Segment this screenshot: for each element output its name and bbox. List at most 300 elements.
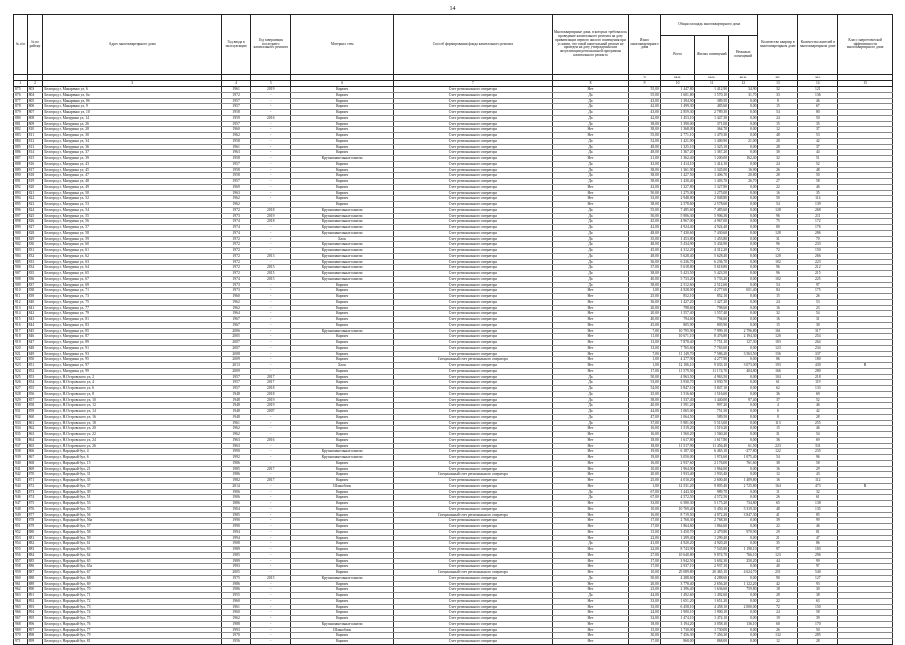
column-number: 9	[629, 81, 661, 87]
cell-year-overhaul: 2016	[251, 437, 291, 443]
cell-year-overhaul: -	[251, 518, 291, 524]
cell-area-living: 1 400,90	[695, 138, 729, 144]
cell-residents: 46	[798, 98, 838, 104]
cell-area-total: 1 430,40	[660, 179, 695, 185]
cell-year-built: 1982	[221, 478, 250, 484]
cell-year-overhaul: -	[251, 610, 291, 616]
cell-wall-material: Кирпич	[291, 535, 394, 541]
cell-wear: 38,00	[629, 167, 661, 173]
cell-year-overhaul: -	[251, 368, 291, 374]
cell-num-district: 824	[27, 207, 43, 213]
cell-year-built: 2008	[221, 351, 250, 357]
cell-num: 875	[14, 87, 28, 93]
cell-area-total: 2 937,60	[660, 460, 695, 466]
cell-emergency: Нет	[552, 501, 629, 507]
cell-area-living: 3 692,30	[695, 558, 729, 564]
cell-residents: 81	[798, 529, 838, 535]
cell-num: 909	[14, 282, 28, 288]
cell-wear: 17,00	[629, 368, 661, 374]
cell-year-built: 2014	[221, 483, 250, 489]
cell-year-built: 1973	[221, 288, 250, 294]
cell-year-overhaul: -	[251, 524, 291, 530]
cell-wear: 67,00	[629, 495, 661, 501]
cell-num-district: 880	[27, 529, 43, 535]
cell-num: 966	[14, 610, 28, 616]
cell-residents: 212	[798, 265, 838, 271]
cell-year-built: 1974	[221, 276, 250, 282]
cell-num-district: 804	[27, 92, 43, 98]
cell-area-living: 11 456,40	[695, 443, 729, 449]
cell-fund-method: Счет регионального оператора	[394, 604, 553, 610]
cell-address: Белгород г, Народный бул, 56	[43, 512, 222, 518]
cell-area-living: 4 967,00	[695, 219, 729, 225]
cell-area-living: 11 174,70	[695, 368, 729, 374]
cell-area-nonliving: 0,00	[729, 294, 758, 300]
cell-num: 928	[14, 391, 28, 397]
cell-address: Белгород г, Народный бул, 70	[43, 587, 222, 593]
cell-wall-material: Кирпич	[291, 558, 394, 564]
cell-year-overhaul: -	[251, 127, 291, 133]
cell-apartments: 223	[758, 443, 798, 449]
cell-residents: 42	[798, 409, 838, 415]
cell-wall-material: Кирпич	[291, 92, 394, 98]
cell-num: 945	[14, 489, 28, 495]
cell-area-total: 1 299,40	[660, 535, 695, 541]
cell-apartments: 132	[758, 633, 798, 639]
cell-fund-method: Счет регионального оператора	[394, 397, 553, 403]
cell-emergency: Да	[552, 236, 629, 242]
cell-wall-material: Кирпич	[291, 351, 394, 357]
cell-wall-material: Кирпич	[291, 541, 394, 547]
cell-area-total: 1 390,00	[660, 121, 695, 127]
cell-residents: 136	[798, 92, 838, 98]
cell-fund-method: Счет регионального оператора	[394, 593, 553, 599]
cell-area-living: 3 058,10	[695, 621, 729, 627]
cell-address: Белгород г, Мичурина ул, 52	[43, 196, 222, 202]
cell-emergency: Нет	[552, 305, 629, 311]
cell-apartments: 32	[758, 156, 798, 162]
cell-apartments: 28	[758, 144, 798, 150]
cell-year-overhaul: -	[251, 345, 291, 351]
cell-fund-method: Счет регионального оператора	[394, 552, 553, 558]
cell-wear: 44,00	[629, 409, 661, 415]
cell-wall-material: Крупнопанельные панели	[291, 219, 394, 225]
cell-wear: 55,00	[629, 87, 661, 93]
cell-address: Белгород г, Народный бул, 71	[43, 593, 222, 599]
cell-address: Белгород г, Народный бул, 81	[43, 639, 222, 645]
cell-wall-material: Кирпич	[291, 472, 394, 478]
cell-emergency: Нет	[552, 437, 629, 443]
cell-area-nonliving: 0,00	[729, 564, 758, 570]
cell-address: Белгород г, Народный бул, 31	[43, 472, 222, 478]
cell-residents: 97	[798, 564, 838, 570]
cell-apartments: 62	[758, 386, 798, 392]
cell-fund-method: Счет регионального оператора	[394, 311, 553, 317]
cell-wall-material: Кирпич	[291, 87, 394, 93]
cell-fund-method: Счет регионального оператора	[394, 547, 553, 553]
cell-area-total: 5 906,30	[660, 213, 695, 219]
cell-wear: 38,00	[629, 397, 661, 403]
cell-emergency: Да	[552, 380, 629, 386]
cell-area-nonliving: 0,00	[729, 472, 758, 478]
cell-num: 918	[14, 334, 28, 340]
cell-area-living: 4 288,60	[695, 575, 729, 581]
cell-apartments: 31	[758, 236, 798, 242]
cell-area-total: 2 859,30	[660, 110, 695, 116]
cell-residents: 35	[798, 190, 838, 196]
cell-address: Белгород г, Мичурина ул, 61	[43, 248, 222, 254]
cell-year-overhaul: -	[251, 334, 291, 340]
cell-wear: 50,00	[629, 374, 661, 380]
cell-fund-method: Счет регионального оператора	[394, 276, 553, 282]
cell-year-built: 1970	[221, 633, 250, 639]
cell-wall-material: Кирпич	[291, 570, 394, 576]
cell-fund-method: Счет регионального оператора	[394, 127, 553, 133]
cell-address: Белгород г, Мичурина ул, 71	[43, 288, 222, 294]
cell-wall-material: Крупнопанельные панели	[291, 248, 394, 254]
cell-wall-material: Кирпич	[291, 391, 394, 397]
cell-fund-method: Счет регионального оператора	[394, 179, 553, 185]
cell-apartments: 15	[758, 121, 798, 127]
cell-year-overhaul: -	[251, 432, 291, 438]
cell-wall-material: Кирпич	[291, 184, 394, 190]
cell-area-living: 989,70	[695, 489, 729, 495]
cell-num: 891	[14, 179, 28, 185]
cell-residents: 225	[798, 276, 838, 282]
cell-area-total: 2 512,60	[660, 282, 695, 288]
cell-area-living: 2 789,30	[695, 110, 729, 116]
cell-area-living: 4 872,20	[695, 512, 729, 518]
cell-year-built: 1958	[221, 173, 250, 179]
table-row	[14, 639, 893, 645]
cell-num: 892	[14, 184, 28, 190]
header-area-living: Жилых помещений	[695, 36, 729, 75]
cell-num: 881	[14, 121, 28, 127]
cell-year-built: 1963	[221, 150, 250, 156]
cell-num: 961	[14, 581, 28, 587]
header-efficiency: Класс энергетической эффективности многоквартирного дома	[838, 15, 893, 75]
cell-fund-method: Специальный счет регионального оператора	[394, 512, 553, 518]
cell-wear: 16,00	[629, 512, 661, 518]
cell-area-total: 1 361,90	[660, 167, 695, 173]
cell-fund-method: Счет регионального оператора	[394, 627, 553, 633]
cell-year-overhaul: -	[251, 190, 291, 196]
cell-year-built: 2007	[221, 345, 250, 351]
cell-area-total: 805,90	[660, 322, 695, 328]
cell-area-nonliving: 0,00	[729, 282, 758, 288]
cell-area-total: 852,10	[660, 294, 695, 300]
cell-wall-material: Крупнопанельные панели	[291, 328, 394, 334]
cell-emergency: Нет	[552, 587, 629, 593]
cell-year-overhaul: -	[251, 529, 291, 535]
cell-address: Белгород г, Мичурина ул, 75	[43, 299, 222, 305]
cell-year-built: 1972	[221, 92, 250, 98]
cell-year-built: 1986	[221, 472, 250, 478]
cell-year-built: 1957	[221, 386, 250, 392]
cell-area-living: 4 924,40	[695, 225, 729, 231]
cell-year-built: 2005	[221, 570, 250, 576]
cell-wall-material: Кирпич	[291, 524, 394, 530]
cell-area-living: 1 325,10	[695, 144, 729, 150]
cell-num: 908	[14, 276, 28, 282]
cell-area-total: 1 519,20	[660, 426, 695, 432]
cell-area-total: 10 795,90	[660, 328, 695, 334]
cell-num: 935	[14, 432, 28, 438]
cell-address: Белгород г, Мичурина ул, 85	[43, 328, 222, 334]
cell-area-nonliving: 2 194,30	[729, 334, 758, 340]
cell-wear: 18,00	[629, 621, 661, 627]
cell-residents: 37	[798, 127, 838, 133]
cell-area-living: 852,10	[695, 294, 729, 300]
cell-year-built: 1962	[221, 202, 250, 208]
cell-wear: 1,00	[629, 483, 661, 489]
cell-year-built: 1958	[221, 110, 250, 116]
cell-year-built: 2005	[221, 334, 250, 340]
cell-apartments: 120	[758, 334, 798, 340]
cell-area-total: 12 531,20	[660, 483, 695, 489]
cell-apartments: 32	[758, 87, 798, 93]
cell-wear: 37,00	[629, 420, 661, 426]
cell-emergency: Да	[552, 259, 629, 265]
cell-year-overhaul: -	[251, 248, 291, 254]
cell-apartments: 37	[758, 397, 798, 403]
cell-area-total: 7 430,60	[660, 230, 695, 236]
cell-year-overhaul: 2017	[251, 374, 291, 380]
cell-fund-method: Счет регионального оператора	[394, 196, 553, 202]
cell-area-living: 4 277,90	[695, 357, 729, 363]
cell-residents: 46	[798, 524, 838, 530]
cell-area-nonliving: 1 075,40	[729, 455, 758, 461]
cell-num: 919	[14, 340, 28, 346]
cell-year-built: 2009	[221, 368, 250, 374]
cell-wear: 10,00	[629, 466, 661, 472]
cell-emergency: Да	[552, 248, 629, 254]
cell-wall-material: Кирпич	[291, 334, 394, 340]
cell-num-district: 874	[27, 495, 43, 501]
cell-wall-material: Кирпич	[291, 282, 394, 288]
cell-address: Белгород г, Народный бул, 37	[43, 483, 222, 489]
cell-area-living: 4 572,50	[695, 495, 729, 501]
cell-num-district: 877	[27, 512, 43, 518]
cell-year-overhaul: -	[251, 489, 291, 495]
cell-wear: 17,00	[629, 518, 661, 524]
cell-area-total: 5 981,00	[660, 420, 695, 426]
cell-wear: 10,00	[629, 570, 661, 576]
cell-address: Белгород г, Мичурина ул, 53	[43, 202, 222, 208]
cell-emergency: Нет	[552, 581, 629, 587]
cell-year-built: 1962	[221, 299, 250, 305]
cell-year-overhaul: -	[251, 202, 291, 208]
cell-year-built: 2007	[221, 340, 250, 346]
cell-address: Белгород г, Н.Островского ул, 16	[43, 414, 222, 420]
cell-wear: 40,00	[629, 317, 661, 323]
cell-area-living: 7 751,10	[695, 340, 729, 346]
cell-wall-material: Кирпич	[291, 420, 394, 426]
cell-emergency: Нет	[552, 190, 629, 196]
cell-wear: 42,00	[629, 104, 661, 110]
cell-year-built: 1956	[221, 639, 250, 645]
cell-wall-material: Крупнопанельные панели	[291, 259, 394, 265]
cell-num-district: 879	[27, 524, 43, 530]
cell-wear: 17,00	[629, 558, 661, 564]
cell-wall-material: Кирпич	[291, 368, 394, 374]
cell-wear: 20,00	[629, 472, 661, 478]
cell-wear: 33,00	[629, 501, 661, 507]
cell-apartments: 28	[758, 173, 798, 179]
cell-year-overhaul: -	[251, 225, 291, 231]
cell-fund-method: Счет регионального оператора	[394, 271, 553, 277]
cell-fund-method: Счет регионального оператора	[394, 478, 553, 484]
cell-residents: 112	[798, 478, 838, 484]
cell-address: Белгород г, Н.Островского ул, 4	[43, 380, 222, 386]
cell-residents: 317	[798, 328, 838, 334]
cell-area-living: 5 513,00	[695, 420, 729, 426]
cell-emergency: Да	[552, 409, 629, 415]
cell-fund-method: Счет регионального оператора	[394, 374, 553, 380]
cell-num-district: 815	[27, 156, 43, 162]
cell-area-total: 2 768,30	[660, 518, 695, 524]
cell-fund-method: Специальный счет регионального оператора	[394, 570, 553, 576]
cell-residents: 331	[798, 443, 838, 449]
cell-apartments: 61	[758, 380, 798, 386]
cell-num: 914	[14, 311, 28, 317]
cell-year-built: 1972	[221, 207, 250, 213]
cell-area-nonliving: 97,40	[729, 397, 758, 403]
cell-apartments: 44	[758, 558, 798, 564]
cell-year-overhaul: 2007	[251, 409, 291, 415]
cell-num: 950	[14, 518, 28, 524]
cell-year-built: 1961	[221, 144, 250, 150]
cell-num: 901	[14, 236, 28, 242]
unit-people: чел.	[798, 75, 838, 81]
cell-apartments: 29	[758, 529, 798, 535]
cell-residents: 54	[798, 432, 838, 438]
cell-num-district: 805	[27, 98, 43, 104]
cell-fund-method: Счет регионального оператора	[394, 121, 553, 127]
cell-num-district: 881	[27, 535, 43, 541]
cell-area-nonliving: 0,00	[729, 420, 758, 426]
header-fund-method: Способ формирования фонда капитального ремонта	[394, 15, 553, 75]
cell-wear: 13,00	[629, 340, 661, 346]
cell-fund-method: Счет регионального оператора	[394, 558, 553, 564]
cell-wear: 40,00	[629, 276, 661, 282]
cell-area-nonliving: 0,00	[729, 98, 758, 104]
cell-year-overhaul: 2015	[251, 271, 291, 277]
cell-area-total: 794,60	[660, 317, 695, 323]
cell-num-district: 806	[27, 104, 43, 110]
cell-num-district: 813	[27, 144, 43, 150]
cell-num-district: 885	[27, 558, 43, 564]
cell-area-living: 1 479,30	[695, 133, 729, 139]
cell-address: Белгород г, Н.Островского ул, 24	[43, 437, 222, 443]
cell-num-district: 847	[27, 340, 43, 346]
cell-fund-method: Счет регионального оператора	[394, 161, 553, 167]
cell-area-total: 1 933,40	[660, 472, 695, 478]
cell-fund-method: Счет регионального оператора	[394, 587, 553, 593]
cell-wall-material: Крупнопанельные панели	[291, 621, 394, 627]
cell-area-living: 2 768,30	[695, 518, 729, 524]
cell-wear: 38,00	[629, 282, 661, 288]
cell-residents: 51	[798, 156, 838, 162]
cell-address: Белгород г, Народный бул, 74	[43, 610, 222, 616]
cell-residents: 70	[798, 236, 838, 242]
cell-num: 894	[14, 196, 28, 202]
cell-area-nonliving: 0,00	[729, 161, 758, 167]
cell-year-overhaul: -	[251, 161, 291, 167]
cell-address: Белгород г, Народный бул, 56а	[43, 518, 222, 524]
cell-num-district: 841	[27, 305, 43, 311]
cell-emergency: Нет	[552, 196, 629, 202]
cell-num-district: 894	[27, 610, 43, 616]
cell-num-district: 861	[27, 420, 43, 426]
cell-apartments: 15	[758, 104, 798, 110]
cell-emergency: Нет	[552, 564, 629, 570]
cell-fund-method: Счет регионального оператора	[394, 219, 553, 225]
cell-residents: 235	[798, 449, 838, 455]
cell-num: 957	[14, 558, 28, 564]
cell-year-overhaul: -	[251, 184, 291, 190]
cell-area-nonliving: 250,20	[729, 558, 758, 564]
cell-fund-method: Счет регионального оператора	[394, 259, 553, 265]
cell-year-overhaul: -	[251, 230, 291, 236]
cell-wear: 16,00	[629, 426, 661, 432]
cell-year-overhaul: -	[251, 322, 291, 328]
cell-wall-material: Кирпич	[291, 138, 394, 144]
cell-num-district: 888	[27, 575, 43, 581]
cell-address: Белгород г, Народный бул, 69	[43, 581, 222, 587]
cell-area-living: 1 427,20	[695, 299, 729, 305]
cell-num-district: 893	[27, 604, 43, 610]
cell-area-nonliving: 0,00	[729, 437, 758, 443]
cell-residents: 30	[798, 587, 838, 593]
cell-address: Белгород г, Народный бул, 57	[43, 524, 222, 530]
cell-year-built: 1973	[221, 282, 250, 288]
cell-num-district: 851	[27, 363, 43, 369]
cell-num-district: 898	[27, 633, 43, 639]
cell-area-total: 1 651,20	[660, 598, 695, 604]
cell-apartments: 38	[758, 460, 798, 466]
cell-address: Белгород г, Народный бул, 15	[43, 460, 222, 466]
cell-year-built: 1985	[221, 466, 250, 472]
cell-area-living: 5 618,80	[695, 265, 729, 271]
cell-area-total: 8 743,90	[660, 547, 695, 553]
cell-residents: 96	[798, 455, 838, 461]
cell-area-nonliving: 0,00	[729, 380, 758, 386]
cell-year-overhaul: -	[251, 311, 291, 317]
cell-address: Белгород г, Макаренко ул, 8б	[43, 98, 222, 104]
header-year-built: Год ввода в эксплуатацию	[221, 15, 250, 75]
cell-area-living: 1 453,80	[695, 236, 729, 242]
cell-year-built: 1975	[221, 575, 250, 581]
cell-wall-material: Кирпич	[291, 196, 394, 202]
cell-num: 898	[14, 219, 28, 225]
cell-area-total: 6 580,30	[660, 501, 695, 507]
cell-apartments: 16	[758, 317, 798, 323]
cell-year-built: 1957	[221, 374, 250, 380]
cell-wall-material: Кирпич	[291, 598, 394, 604]
cell-area-living: 9 874,70	[695, 552, 729, 558]
cell-area-total: 2 396,40	[660, 587, 695, 593]
cell-address: Белгород г, Народный бул, 67	[43, 570, 222, 576]
cell-wear: 21,00	[629, 156, 661, 162]
cell-residents: 175	[798, 288, 838, 294]
cell-apartments: 48	[758, 133, 798, 139]
cell-address: Белгород г, Мичурина ул, 48	[43, 179, 222, 185]
cell-wear: 19,00	[629, 449, 661, 455]
header-area-nonliving: Нежилых помещений	[729, 36, 758, 75]
cell-wear: 38,00	[629, 121, 661, 127]
cell-wear: 20,00	[629, 311, 661, 317]
